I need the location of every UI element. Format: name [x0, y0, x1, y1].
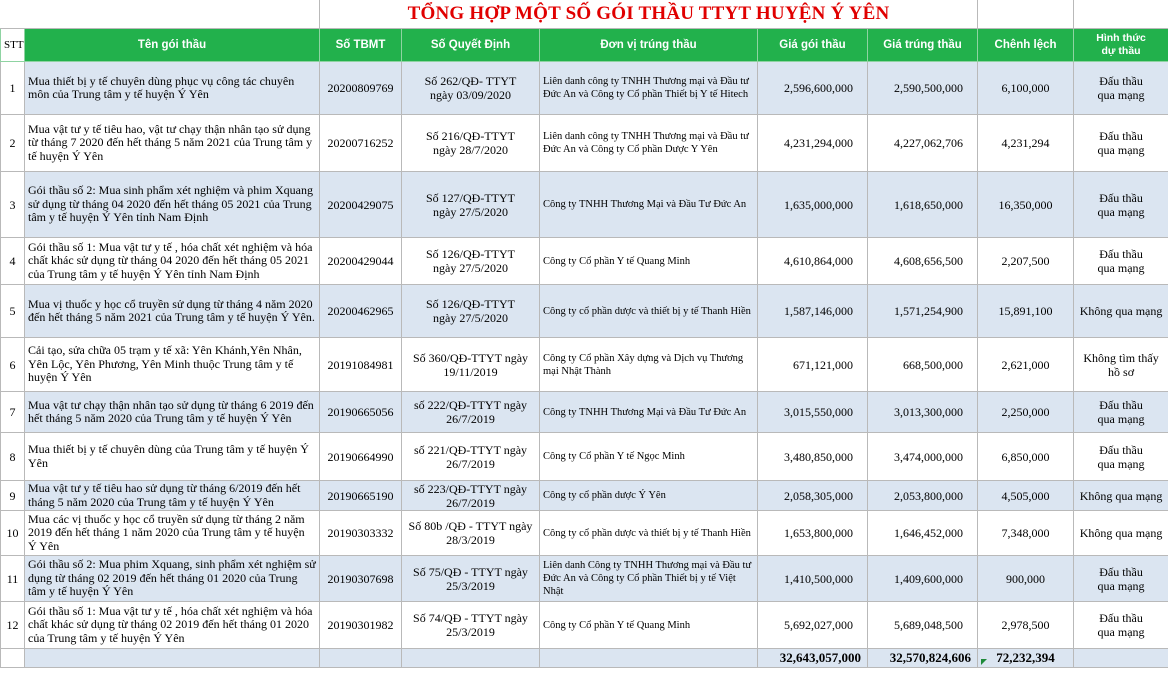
totals-empty-decision[interactable] [402, 649, 540, 668]
totals-empty-tbmt[interactable] [320, 649, 402, 668]
row-form-line1: Đấu thầu [1099, 247, 1143, 261]
row-stt[interactable]: 10 [1, 511, 25, 556]
row-form-line1: Không tìm thấy [1083, 350, 1159, 365]
row-decision-line1: Số 126/QĐ-TTYT [426, 297, 515, 311]
row-decision[interactable] [402, 433, 540, 481]
row-package-price[interactable]: 5,692,027,000 [758, 602, 868, 649]
row-package-price[interactable]: 4,610,864,000 [758, 238, 868, 285]
row-decision-line2: 25/3/2019 [446, 578, 495, 593]
row-stt[interactable]: 6 [1, 338, 25, 392]
row-form-line1: Đấu thầu [1099, 611, 1143, 625]
row-winner[interactable]: Liên danh Công ty TNHH Thương mại và Đầu tư Đức An và Công ty Cổ phần Thiết bị y tế Việt Nhật [540, 556, 758, 602]
row-difference[interactable]: 4,231,294 [978, 115, 1074, 172]
row-form-line2: hồ sơ [1108, 364, 1135, 379]
header-decision[interactable]: Số Quyết Định [402, 29, 540, 62]
header-form-line1: Hình thức [1096, 32, 1146, 44]
row-form[interactable] [1074, 285, 1168, 338]
row-stt[interactable]: 11 [1, 556, 25, 602]
row-decision[interactable] [402, 62, 540, 115]
row-decision-line2: ngày 27/5/2020 [433, 204, 508, 219]
row-decision[interactable] [402, 172, 540, 238]
row-decision-line2: 25/3/2019 [446, 625, 495, 639]
row-package-name[interactable]: Cải tạo, sửa chữa 05 trạm y tế xã: Yên Khánh,Yên Nhân, Yên Lộc, Yên Phương, Yên Minh thuộc Trung tâm y tế huyện Ý Yên [25, 338, 320, 392]
totals-empty-winner[interactable] [540, 649, 758, 668]
row-winner[interactable]: Công ty Cổ phần Xây dựng và Dịch vụ Thương mại Nhật Thành [540, 338, 758, 392]
row-decision-line2: 26/7/2019 [446, 412, 495, 426]
row-decision-line2: 19/11/2019 [443, 364, 498, 379]
row-form-line2: qua mạng [1097, 412, 1145, 426]
row-form[interactable] [1074, 62, 1168, 115]
row-package-price[interactable]: 1,653,800,000 [758, 511, 868, 556]
row-winning-price[interactable]: 2,053,800,000 [868, 481, 978, 511]
row-winning-price[interactable]: 1,618,650,000 [868, 172, 978, 238]
row-form-line2: qua mạng [1097, 456, 1145, 471]
row-form-line2: qua mạng [1097, 88, 1145, 102]
row-package-name[interactable]: Mua các vị thuốc y học cổ truyền sử dụng từ tháng 2 năm 2019 đến hết tháng 1 năm 2020 của Trung tâm y tế huyện Ý Yên [25, 511, 320, 556]
row-form-line1: Đấu thầu [1099, 74, 1143, 88]
row-decision[interactable] [402, 511, 540, 556]
row-package-name[interactable]: Gói thầu số 1: Mua vật tư y tế , hóa chất xét nghiệm và hóa chất khác sử dụng từ tháng 02 2019 đến hết tháng 01 2020 của Trung tâm y tế huyện Ý Yên [25, 602, 320, 649]
table-row [1, 556, 1168, 602]
row-decision-line1: Số 75/QĐ - TTYT ngày [413, 564, 528, 579]
header-form[interactable] [1074, 29, 1168, 62]
row-tbmt[interactable]: 20190307698 [320, 556, 402, 602]
row-winner[interactable]: Công ty cổ phần dược và thiết bị y tế Thanh Hiền [540, 285, 758, 338]
row-form[interactable] [1074, 556, 1168, 602]
table-row [1, 433, 1168, 481]
table-row [1, 338, 1168, 392]
row-winner[interactable]: Công ty Cổ phần Y tế Quang Minh [540, 602, 758, 649]
row-form[interactable] [1074, 238, 1168, 285]
row-form-line1: Đấu thầu [1099, 442, 1143, 457]
row-stt[interactable]: 1 [1, 62, 25, 115]
row-form-line1: Đấu thầu [1099, 190, 1143, 205]
row-package-price[interactable]: 3,480,850,000 [758, 433, 868, 481]
row-form-line2: qua mạng [1097, 261, 1145, 275]
row-decision[interactable] [402, 602, 540, 649]
row-package-price[interactable]: 4,231,294,000 [758, 115, 868, 172]
row-stt[interactable]: 8 [1, 433, 25, 481]
row-stt[interactable]: 4 [1, 238, 25, 285]
row-form-line2: qua mạng [1097, 143, 1145, 157]
row-decision[interactable] [402, 238, 540, 285]
row-form[interactable] [1074, 392, 1168, 433]
row-difference[interactable]: 900,000 [978, 556, 1074, 602]
row-decision-line2: ngày 03/09/2020 [430, 88, 511, 102]
row-form-line1: Đấu thầu [1099, 564, 1143, 579]
row-difference[interactable]: 16,350,000 [978, 172, 1074, 238]
row-form-line2: qua mạng [1097, 204, 1145, 219]
row-winner[interactable]: Công ty cổ phần dược Ý Yên [540, 481, 758, 511]
row-stt[interactable]: 7 [1, 392, 25, 433]
row-decision-line1: số 221/QĐ-TTYT ngày [413, 442, 528, 457]
row-form[interactable] [1074, 433, 1168, 481]
row-difference[interactable]: 6,850,000 [978, 433, 1074, 481]
row-stt[interactable]: 9 [1, 481, 25, 511]
title-row [1, 0, 1168, 29]
totals-empty-name[interactable] [25, 649, 320, 668]
row-decision-line2: ngày 27/5/2020 [433, 311, 508, 325]
row-tbmt[interactable]: 20190303332 [320, 511, 402, 556]
row-form[interactable] [1074, 115, 1168, 172]
row-decision-line1: Số 262/QĐ- TTYT [424, 74, 517, 88]
row-decision-line1: số 222/QĐ-TTYT ngày [413, 398, 528, 412]
row-difference[interactable]: 7,348,000 [978, 511, 1074, 556]
row-package-price[interactable]: 671,121,000 [758, 338, 868, 392]
header-winning-price[interactable]: Giá trúng thầu [868, 29, 978, 62]
header-tbmt[interactable]: Số TBMT [320, 29, 402, 62]
row-package-price[interactable]: 2,058,305,000 [758, 481, 868, 511]
row-tbmt[interactable]: 20200716252 [320, 115, 402, 172]
row-tbmt[interactable]: 20190664990 [320, 433, 402, 481]
row-tbmt[interactable]: 20200809769 [320, 62, 402, 115]
row-difference[interactable]: 6,100,000 [978, 62, 1074, 115]
header-name[interactable]: Tên gói thầu [25, 29, 320, 62]
row-decision[interactable] [402, 285, 540, 338]
table-row [1, 481, 1168, 511]
row-winner[interactable]: Công ty cổ phần dược và thiết bị y tế Thanh Hiền [540, 511, 758, 556]
row-package-price[interactable]: 2,596,600,000 [758, 62, 868, 115]
row-form[interactable] [1074, 511, 1168, 556]
row-stt[interactable]: 2 [1, 115, 25, 172]
row-form[interactable] [1074, 602, 1168, 649]
row-winner[interactable]: Liên danh công ty TNHH Thương mại và Đầu tư Đức An và Công ty Cổ phần Thiết bị Y tế Hitech [540, 62, 758, 115]
row-winning-price[interactable]: 3,013,300,000 [868, 392, 978, 433]
row-tbmt[interactable]: 20190301982 [320, 602, 402, 649]
header-row [1, 29, 1168, 62]
row-package-price[interactable]: 1,635,000,000 [758, 172, 868, 238]
row-form[interactable] [1074, 481, 1168, 511]
page-title[interactable]: TỔNG HỢP MỘT SỐ GÓI THẦU TTYT HUYỆN Ý YÊN [320, 0, 978, 29]
row-package-name[interactable]: Mua vật tư chạy thận nhân tạo sử dụng từ tháng 6 2019 đến hết tháng 5 năm 2020 của Trung tâm y tế huyện Ý Yên [25, 392, 320, 433]
header-package-price[interactable]: Giá gói thầu [758, 29, 868, 62]
row-winning-price[interactable]: 2,590,500,000 [868, 62, 978, 115]
table-row [1, 238, 1168, 285]
row-form-line1: Không qua mạng [1079, 526, 1163, 540]
totals-row [1, 649, 1168, 668]
row-form-line1: Không qua mạng [1079, 304, 1163, 318]
row-decision-line1: Số 216/QĐ-TTYT [426, 129, 515, 143]
row-form-line1: Đấu thầu [1099, 129, 1143, 143]
total-difference[interactable]: 72,232,394 [978, 649, 1074, 668]
row-difference[interactable]: 2,207,500 [978, 238, 1074, 285]
row-decision[interactable] [402, 556, 540, 602]
row-winning-price[interactable]: 5,689,048,500 [868, 602, 978, 649]
totals-stt[interactable] [1, 649, 25, 668]
row-winning-price[interactable]: 4,227,062,706 [868, 115, 978, 172]
row-decision[interactable] [402, 338, 540, 392]
row-decision-line2: 26/7/2019 [446, 495, 495, 510]
row-winning-price[interactable]: 668,500,000 [868, 338, 978, 392]
row-package-name[interactable]: Gói thầu số 2: Mua sinh phẩm xét nghiệm và phim Xquang sử dụng từ tháng 04 2020 đến hết tháng 05 2021 của Trung tâm y tế huyện Ý Yên tỉnh Nam Định [25, 172, 320, 238]
row-form-line1: Đấu thầu [1099, 398, 1143, 412]
row-decision-line1: Số 74/QĐ - TTYT ngày [413, 611, 528, 625]
row-tbmt[interactable]: 20190665056 [320, 392, 402, 433]
row-difference[interactable]: 2,621,000 [978, 338, 1074, 392]
row-decision-line2: 28/3/2019 [446, 533, 495, 547]
row-winning-price[interactable]: 3,474,000,000 [868, 433, 978, 481]
row-package-name[interactable]: Mua thiết bị y tế chuyên dùng của Trung tâm y tế huyện Ý Yên [25, 433, 320, 481]
row-winner[interactable]: Công ty TNHH Thương Mại và Đầu Tư Đức An [540, 172, 758, 238]
row-decision-line1: Số 126/QĐ-TTYT [426, 247, 515, 261]
row-package-name[interactable]: Mua thiết bị y tế chuyên dùng phục vụ công tác chuyên môn của Trung tâm y tế huyện Ý Yên [25, 62, 320, 115]
row-winning-price[interactable]: 4,608,656,500 [868, 238, 978, 285]
row-tbmt[interactable]: 20191084981 [320, 338, 402, 392]
table-row [1, 62, 1168, 115]
row-form-line1: Không qua mạng [1079, 488, 1163, 503]
row-winner[interactable]: Công ty TNHH Thương Mại và Đầu Tư Đức An [540, 392, 758, 433]
row-difference[interactable]: 2,250,000 [978, 392, 1074, 433]
row-tbmt[interactable]: 20200429075 [320, 172, 402, 238]
row-package-name[interactable]: Gói thầu số 1: Mua vật tư y tế , hóa chất xét nghiệm và hóa chất khác sử dụng từ tháng 04 2020 đến hết tháng 05 2021 của Trung tâm y tế huyện Ý Yên tỉnh Nam Định [25, 238, 320, 285]
row-winning-price[interactable]: 1,409,600,000 [868, 556, 978, 602]
row-form[interactable] [1074, 338, 1168, 392]
row-package-name[interactable]: Mua vật tư y tế tiêu hao sử dụng từ tháng 6/2019 đến hết tháng 5 năm 2020 của Trung tâm y tế huyện Ý Yên [25, 481, 320, 511]
row-package-price[interactable]: 3,015,550,000 [758, 392, 868, 433]
table-row [1, 602, 1168, 649]
row-stt[interactable]: 3 [1, 172, 25, 238]
row-winner[interactable]: Liên danh công ty TNHH Thương mại và Đầu tư Đức An và Công ty Cổ phần Dược Y Yên [540, 115, 758, 172]
row-winner[interactable]: Công ty Cổ phần Y tế Quang Minh [540, 238, 758, 285]
row-package-price[interactable]: 1,587,146,000 [758, 285, 868, 338]
row-tbmt[interactable]: 20190665190 [320, 481, 402, 511]
row-decision-line1: Số 127/QĐ-TTYT [426, 190, 515, 205]
row-decision[interactable] [402, 481, 540, 511]
totals-empty-form[interactable] [1074, 649, 1168, 668]
cell-comment-indicator [981, 659, 987, 665]
row-decision[interactable] [402, 392, 540, 433]
row-form-line2: qua mạng [1097, 578, 1145, 593]
header-stt[interactable]: STT [1, 29, 25, 62]
row-difference[interactable]: 15,891,100 [978, 285, 1074, 338]
row-difference[interactable]: 4,505,000 [978, 481, 1074, 511]
row-tbmt[interactable]: 20200429044 [320, 238, 402, 285]
row-stt[interactable]: 5 [1, 285, 25, 338]
row-decision-line2: ngày 28/7/2020 [433, 143, 508, 157]
row-decision-line1: Số 360/QĐ-TTYT ngày [412, 350, 529, 365]
row-package-name[interactable]: Mua vật tư y tế tiêu hao, vật tư chạy thận nhân tạo sử dụng từ tháng 7 2020 đến hết tháng 5 năm 2021 của Trung tâm y tế huyện Ý Yên [25, 115, 320, 172]
total-package-price[interactable]: 32,643,057,000 [758, 649, 868, 668]
table-row [1, 285, 1168, 338]
row-decision-line1: số 223/QĐ-TTYT ngày [413, 481, 528, 496]
row-package-price[interactable]: 1,410,500,000 [758, 556, 868, 602]
row-winning-price[interactable]: 1,646,452,000 [868, 511, 978, 556]
row-stt[interactable]: 12 [1, 602, 25, 649]
row-difference[interactable]: 2,978,500 [978, 602, 1074, 649]
header-difference[interactable]: Chênh lệch [978, 29, 1074, 62]
row-winner[interactable]: Công ty Cổ phần Y tế Ngọc Minh [540, 433, 758, 481]
header-winner[interactable]: Đơn vị trúng thầu [540, 29, 758, 62]
table-row [1, 115, 1168, 172]
row-form[interactable] [1074, 172, 1168, 238]
total-winning-price[interactable]: 32,570,824,606 [868, 649, 978, 668]
row-winning-price[interactable]: 1,571,254,900 [868, 285, 978, 338]
table-row [1, 172, 1168, 238]
row-decision[interactable] [402, 115, 540, 172]
row-decision-line2: ngày 27/5/2020 [433, 261, 508, 275]
row-decision-line1: Số 80b /QĐ - TTYT ngày [408, 519, 533, 533]
row-decision-line2: 26/7/2019 [446, 456, 495, 471]
table-row [1, 392, 1168, 433]
row-package-name[interactable]: Mua vị thuốc y học cổ truyền sử dụng từ tháng 4 năm 2020 đến hết tháng 5 năm 2021 của Trung tâm y tế huyện Ý Yên. [25, 285, 320, 338]
header-form-line2: dự thầu [1101, 45, 1141, 57]
table-row [1, 511, 1168, 556]
row-form-line2: qua mạng [1097, 625, 1145, 639]
row-tbmt[interactable]: 20200462965 [320, 285, 402, 338]
row-package-name[interactable]: Gói thầu số 2: Mua phim Xquang, sinh phẩm xét nghiệm sử dụng từ tháng 02 2019 đến hết tháng 01 2020 của Trung tâm y tế huyện Ý Yên [25, 556, 320, 602]
